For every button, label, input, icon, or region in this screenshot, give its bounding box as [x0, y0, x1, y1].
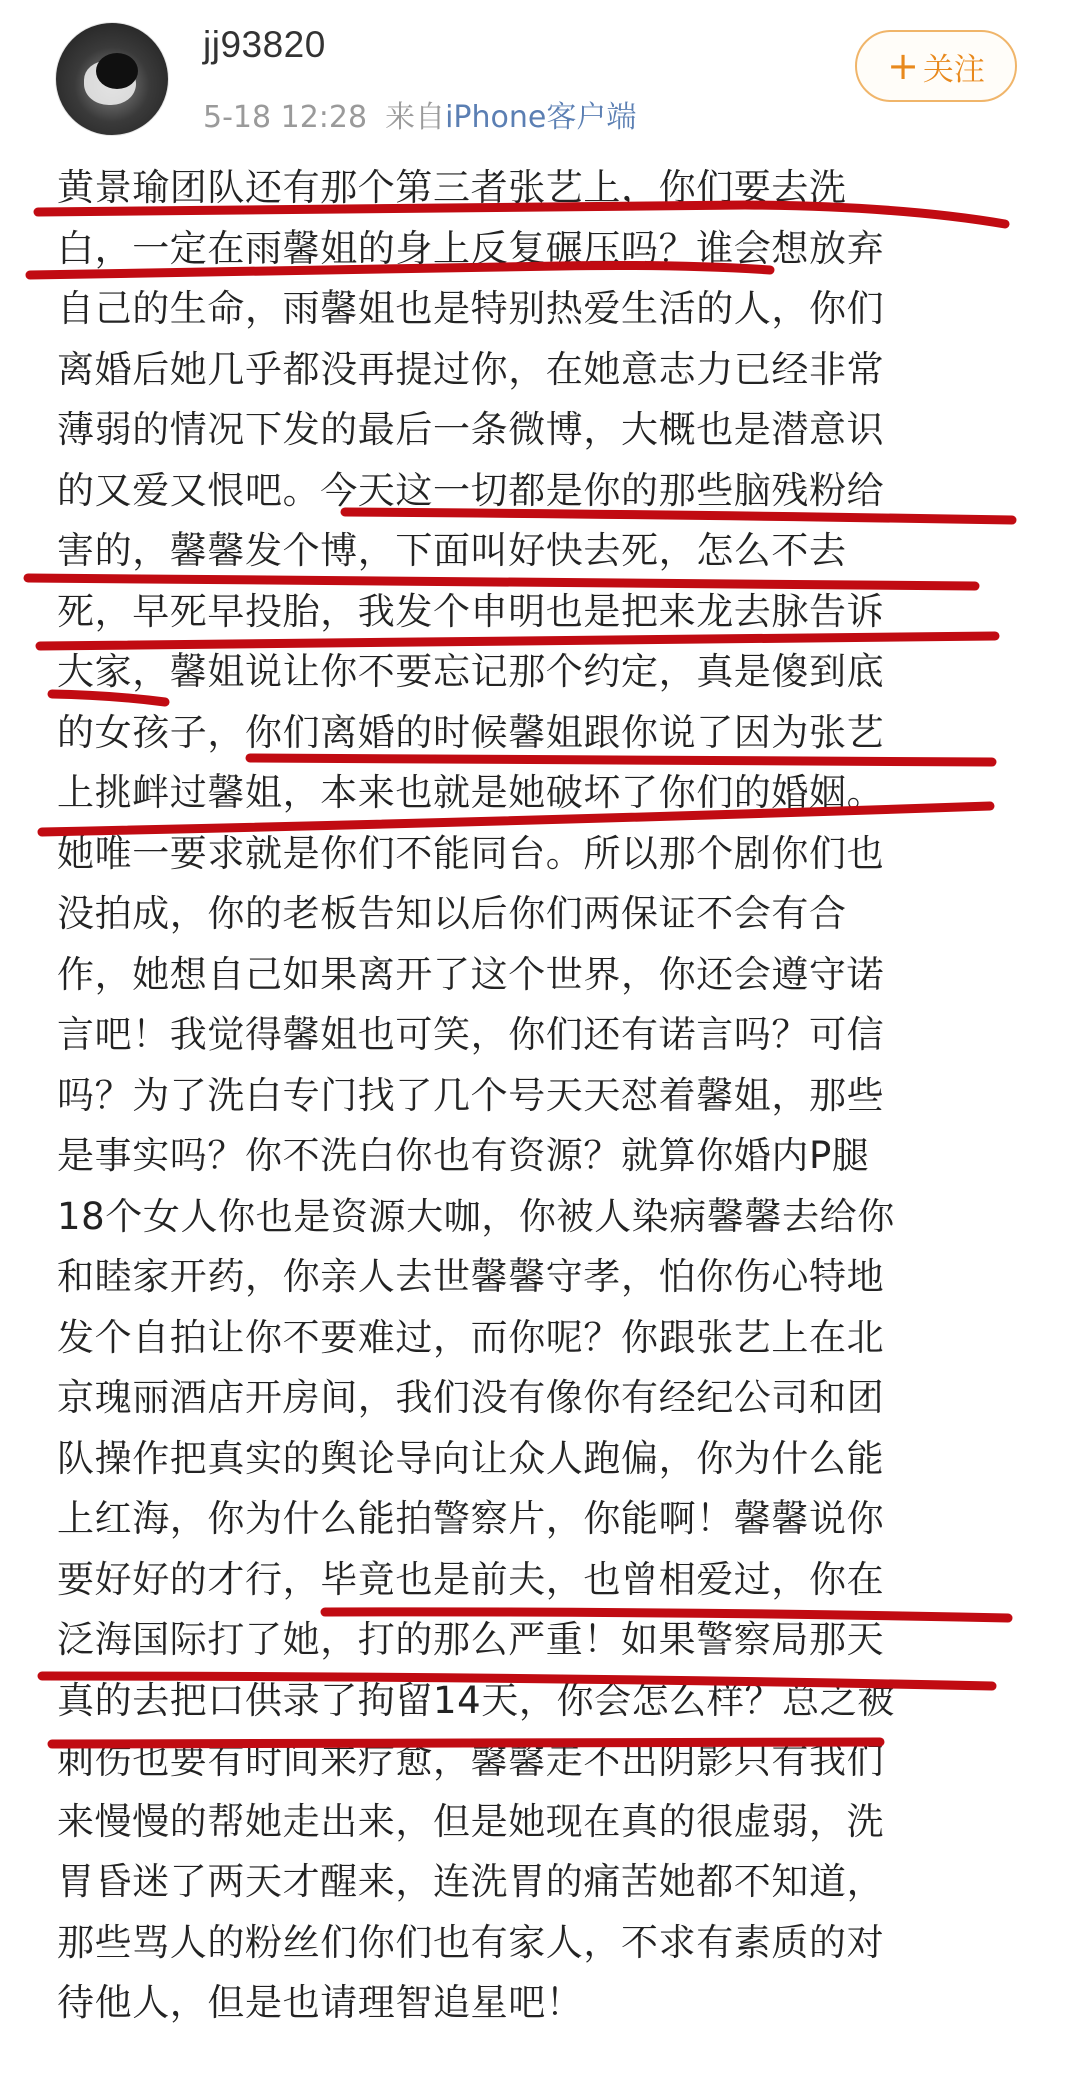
- post-text-line: 薄弱的情况下发的最后一条微博，大概也是潜意识: [57, 408, 885, 451]
- post-text-line: 白，一定在雨馨姐的身上反复碾压吗？谁会想放弃: [57, 226, 885, 270]
- post-text-line: 大家，馨姐说让你不要忘记那个约定，真是傻到底: [57, 650, 885, 693]
- username[interactable]: jj93820: [203, 24, 326, 65]
- post-text-line: 黄景瑜团队还有那个第三者张艺上，你们要去洗: [57, 166, 847, 209]
- post-text-line: 害的，馨馨发个博，下面叫好快去死，怎么不去: [57, 529, 847, 572]
- post-timestamp: 5-18 12:28: [203, 100, 368, 135]
- post-text-line: 的女孩子，你们离婚的时候馨姐跟你说了因为张艺: [57, 710, 885, 754]
- post-text-line: 作，她想自己如果离开了这个世界，你还会遵守诺: [57, 952, 885, 996]
- post-text-line: 待他人，但是也请理智追星吧！: [57, 1981, 584, 2024]
- avatar[interactable]: [55, 22, 169, 136]
- post-text-line: 没拍成，你的老板告知以后你们两保证不会有合: [57, 892, 847, 935]
- post-text-line: 言吧！我觉得馨姐也可笑，你们还有诺言吗？可信: [57, 1013, 885, 1056]
- plus-icon: +: [887, 44, 919, 88]
- post-header: [0, 0, 1080, 145]
- post-text-line: 队操作把真实的舆论导向让众人跑偏，你为什么能: [57, 1436, 885, 1480]
- post-text-line: 离婚后她几乎都没再提过你，在她意志力已经非常: [57, 347, 885, 391]
- post-body: [57, 158, 1057, 2034]
- post-text-line: 是事实吗？你不洗白你也有资源？就算你婚内P腿: [57, 1134, 870, 1177]
- post-text-line: 胃昏迷了两天才醒来，连洗胃的痛苦她都不知道，: [57, 1860, 885, 1903]
- source-prefix: 来自: [385, 100, 446, 135]
- post-text-line: 自己的生命，雨馨姐也是特别热爱生活的人，你们: [57, 287, 885, 330]
- post-text-line: 死，早死早投胎，我发个申明也是把来龙去脉告诉: [57, 589, 885, 633]
- post-text-line: 上挑衅过馨姐，本来也就是她破坏了你们的婚姻。: [57, 771, 885, 814]
- post-text-line: 真的去把口供录了拘留14天，你会怎么样？总之被: [57, 1678, 895, 1722]
- post-text-line: 上红海，你为什么能拍警察片，你能啊！馨馨说你: [57, 1497, 885, 1540]
- follow-label: 关注: [922, 51, 985, 88]
- post-text-line: 要好好的才行，毕竟也是前夫，也曾相爱过，你在: [57, 1557, 885, 1601]
- post-text-line: 来慢慢的帮她走出来，但是她现在真的很虚弱，洗: [57, 1799, 885, 1843]
- post-meta: [203, 92, 636, 136]
- post-text-line: 发个自拍让你不要难过，而你呢？你跟张艺上在北: [57, 1315, 885, 1359]
- post-text-line: 她唯一要求就是你们不能同台。所以那个剧你们也: [57, 831, 885, 875]
- post-text-line: 刺伤也要有时间来疗愈，馨馨走不出阴影只有我们: [57, 1739, 885, 1782]
- source-link[interactable]: iPhone客户端: [445, 100, 637, 135]
- post-text-line: 吗？为了洗白专门找了几个号天天怼着馨姐，那些: [57, 1073, 885, 1117]
- post-text-line: 那些骂人的粉丝们你们也有家人，不求有素质的对: [57, 1920, 885, 1964]
- post-text-line: 18个女人你也是资源大咖，你被人染病馨馨去给你: [57, 1194, 895, 1238]
- post-text-line: 泛海国际打了她，打的那么严重！如果警察局那天: [57, 1618, 885, 1661]
- follow-button[interactable]: [855, 30, 1017, 102]
- post-text-line: 和睦家开药，你亲人去世馨馨守孝，怕你伤心特地: [57, 1255, 885, 1298]
- avatar-photo-hair: [96, 53, 138, 89]
- post-text-line: 京瑰丽酒店开房间，我们没有像你有经纪公司和团: [57, 1376, 885, 1419]
- post-text-line: 的又爱又恨吧。今天这一切都是你的那些脑残粉给: [57, 468, 885, 512]
